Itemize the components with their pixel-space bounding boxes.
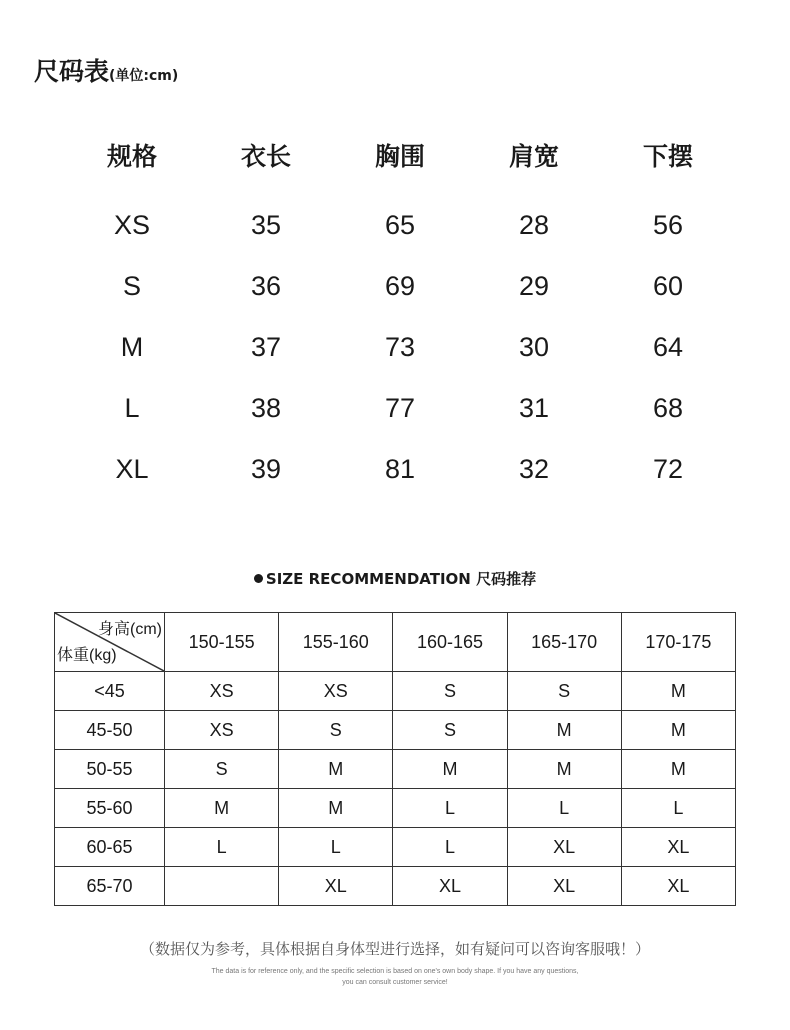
size-cell: M xyxy=(507,750,621,789)
disclaimer-en-line-1: The data is for reference only, and the specific selection is based on one's own body shape. If you have any questions, xyxy=(211,968,579,975)
size-chart-cell: 64 xyxy=(652,332,684,362)
size-cell: L xyxy=(621,789,735,828)
size-chart-row xyxy=(65,195,735,256)
height-axis-label: 身高(cm) xyxy=(98,621,162,638)
size-chart-row xyxy=(65,378,735,439)
table-corner-cell xyxy=(55,613,165,672)
height-header: 155-160 xyxy=(279,613,393,672)
size-chart-cell: 81 xyxy=(384,454,416,484)
recommendation-header-row xyxy=(55,613,736,672)
size-cell: S xyxy=(279,711,393,750)
size-cell: XL xyxy=(621,828,735,867)
size-cell: S xyxy=(393,711,507,750)
size-cell: M xyxy=(621,711,735,750)
weight-cell: <45 xyxy=(55,672,165,711)
size-cell: XL xyxy=(393,867,507,906)
size-chart-cell: 73 xyxy=(384,332,416,362)
weight-cell: 45-50 xyxy=(55,711,165,750)
height-header: 170-175 xyxy=(621,613,735,672)
table-row xyxy=(55,750,736,789)
recommendation-table xyxy=(54,612,736,906)
size-cell: M xyxy=(621,750,735,789)
size-cell: XS xyxy=(165,711,279,750)
size-cell: M xyxy=(507,711,621,750)
size-cell: M xyxy=(279,750,393,789)
size-chart-cell: 77 xyxy=(384,393,416,423)
size-chart-row xyxy=(65,439,735,500)
size-chart-cell: 69 xyxy=(384,271,416,301)
size-cell: M xyxy=(621,672,735,711)
size-chart-cell: 38 xyxy=(250,393,282,423)
size-chart-header: 胸围 xyxy=(374,141,425,171)
height-header: 150-155 xyxy=(165,613,279,672)
size-cell: XL xyxy=(507,867,621,906)
size-cell: S xyxy=(165,750,279,789)
size-chart-row xyxy=(65,317,735,378)
table-row xyxy=(55,672,736,711)
size-cell: M xyxy=(165,789,279,828)
size-chart-header: 肩宽 xyxy=(508,141,559,171)
size-chart-cell: 30 xyxy=(518,332,550,362)
table-row xyxy=(55,789,736,828)
height-header: 160-165 xyxy=(393,613,507,672)
size-chart-row xyxy=(65,256,735,317)
size-cell: XL xyxy=(621,867,735,906)
size-chart-cell: 72 xyxy=(652,454,684,484)
height-header: 165-170 xyxy=(507,613,621,672)
recommendation-title-text: SIZE RECOMMENDATION 尺码推荐 xyxy=(265,570,537,588)
table-row xyxy=(55,828,736,867)
weight-cell: 65-70 xyxy=(55,867,165,906)
weight-axis-label: 体重(kg) xyxy=(57,647,117,664)
size-cell: L xyxy=(507,789,621,828)
size-chart-cell: 35 xyxy=(250,210,282,240)
size-cell: XS xyxy=(165,672,279,711)
size-chart-header-row xyxy=(65,122,735,187)
weight-cell: 55-60 xyxy=(55,789,165,828)
size-cell xyxy=(165,867,279,906)
size-chart-cell: 32 xyxy=(518,454,550,484)
size-chart-cell: 60 xyxy=(652,271,684,301)
size-cell: L xyxy=(393,828,507,867)
size-cell: M xyxy=(393,750,507,789)
size-cell: L xyxy=(393,789,507,828)
size-chart-cell: XL xyxy=(115,454,149,484)
size-chart-cell: 39 xyxy=(250,454,282,484)
size-chart-cell: 29 xyxy=(518,271,550,301)
page-title xyxy=(34,52,178,88)
table-row xyxy=(55,711,736,750)
size-chart-header: 规格 xyxy=(106,141,157,171)
recommendation-title xyxy=(0,568,790,589)
size-chart-cell: 65 xyxy=(384,210,416,240)
bullet-dot-icon xyxy=(254,574,263,583)
size-cell: XS xyxy=(279,672,393,711)
title-main: 尺码表 xyxy=(34,57,110,86)
size-chart-cell: 36 xyxy=(250,271,282,301)
disclaimer-cn: （数据仅为参考，具体根据自身体型进行选择，如有疑问可以咨询客服哦！） xyxy=(139,940,650,958)
size-chart-cell: M xyxy=(120,332,144,362)
size-chart-cell: L xyxy=(124,393,140,423)
weight-cell: 60-65 xyxy=(55,828,165,867)
title-unit: (单位:cm) xyxy=(109,68,179,84)
table-row xyxy=(55,867,736,906)
size-chart-cell: 37 xyxy=(250,332,282,362)
size-cell: L xyxy=(279,828,393,867)
size-cell: S xyxy=(507,672,621,711)
size-chart-cell: XS xyxy=(113,210,151,240)
size-chart-header: 衣长 xyxy=(240,141,291,171)
weight-cell: 50-55 xyxy=(55,750,165,789)
size-cell: L xyxy=(165,828,279,867)
size-cell: XL xyxy=(507,828,621,867)
size-cell: S xyxy=(393,672,507,711)
size-chart-header: 下摆 xyxy=(642,141,693,171)
size-cell: XL xyxy=(279,867,393,906)
size-chart-cell: S xyxy=(122,271,141,301)
disclaimer-en-line-2: you can consult customer service! xyxy=(342,979,448,986)
size-chart-cell: 28 xyxy=(518,210,550,240)
size-cell: M xyxy=(279,789,393,828)
size-chart xyxy=(65,122,735,500)
size-chart-cell: 68 xyxy=(652,393,684,423)
disclaimer-en xyxy=(0,966,790,988)
size-chart-cell: 56 xyxy=(652,210,684,240)
size-chart-cell: 31 xyxy=(518,393,550,423)
